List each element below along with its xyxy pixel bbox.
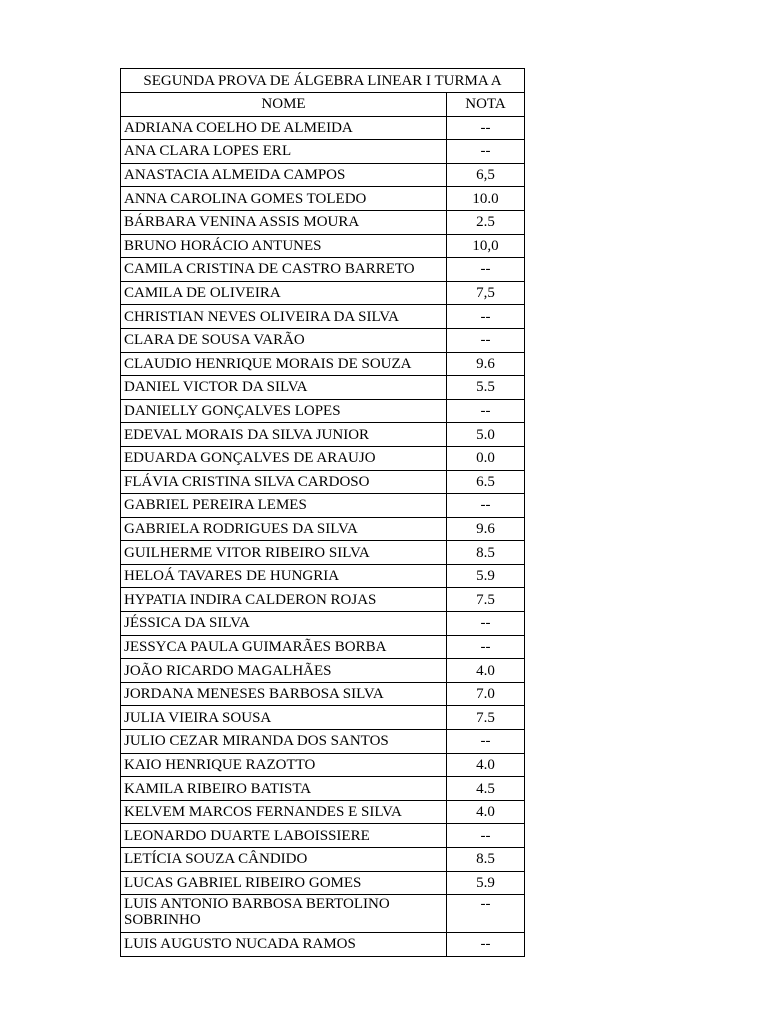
student-grade-cell: 10,0 [447, 234, 525, 258]
table-row [121, 612, 525, 636]
table-row [121, 187, 525, 211]
table-row [121, 541, 525, 565]
student-name-cell: HYPATIA INDIRA CALDERON ROJAS [121, 588, 447, 612]
table-row [121, 210, 525, 234]
student-name-cell: GABRIELA RODRIGUES DA SILVA [121, 517, 447, 541]
student-name-cell: GABRIEL PEREIRA LEMES [121, 494, 447, 518]
student-grade-cell: 5.0 [447, 423, 525, 447]
student-name-cell: LUCAS GABRIEL RIBEIRO GOMES [121, 871, 447, 895]
student-grade-cell: 6,5 [447, 163, 525, 187]
student-name-cell: DANIELLY GONÇALVES LOPES [121, 399, 447, 423]
student-name-cell: EDEVAL MORAIS DA SILVA JUNIOR [121, 423, 447, 447]
student-grade-cell: 4.0 [447, 659, 525, 683]
table-row [121, 800, 525, 824]
student-name-cell: JOÃO RICARDO MAGALHÃES [121, 659, 447, 683]
table-row [121, 423, 525, 447]
student-grade-cell: -- [447, 305, 525, 329]
student-grade-cell: -- [447, 328, 525, 352]
student-grade-cell: 8.5 [447, 541, 525, 565]
table-row [121, 848, 525, 872]
student-grade-cell: -- [447, 494, 525, 518]
student-name-cell: JORDANA MENESES BARBOSA SILVA [121, 682, 447, 706]
table-row [121, 933, 525, 957]
table-row [121, 234, 525, 258]
student-grade-cell: -- [447, 116, 525, 140]
student-name-cell: ADRIANA COELHO DE ALMEIDA [121, 116, 447, 140]
table-row [121, 258, 525, 282]
table-row [121, 635, 525, 659]
table-title-row [121, 69, 525, 93]
student-grade-cell: 10.0 [447, 187, 525, 211]
student-grade-cell: 5.9 [447, 564, 525, 588]
table-row [121, 140, 525, 164]
table-row [121, 895, 525, 933]
table-row [121, 824, 525, 848]
student-name-cell: KAIO HENRIQUE RAZOTTO [121, 753, 447, 777]
table-row [121, 517, 525, 541]
table-row [121, 777, 525, 801]
student-grade-cell: 7.0 [447, 682, 525, 706]
student-grade-cell: -- [447, 895, 525, 933]
student-grade-cell: -- [447, 730, 525, 754]
table-title: SEGUNDA PROVA DE ÁLGEBRA LINEAR I TURMA A [121, 69, 525, 93]
table-row [121, 753, 525, 777]
table-row [121, 564, 525, 588]
table-row [121, 376, 525, 400]
student-name-cell: JESSYCA PAULA GUIMARÃES BORBA [121, 635, 447, 659]
student-name-cell: JÉSSICA DA SILVA [121, 612, 447, 636]
student-grade-cell: 9.6 [447, 517, 525, 541]
student-grade-cell: -- [447, 399, 525, 423]
student-name-cell: ANA CLARA LOPES ERL [121, 140, 447, 164]
table-row [121, 281, 525, 305]
student-name-cell: JULIA VIEIRA SOUSA [121, 706, 447, 730]
student-grade-cell: 5.5 [447, 376, 525, 400]
student-name-cell: EDUARDA GONÇALVES DE ARAUJO [121, 446, 447, 470]
student-grade-cell: 7.5 [447, 706, 525, 730]
table-row [121, 328, 525, 352]
student-grade-cell: -- [447, 140, 525, 164]
table-row [121, 163, 525, 187]
student-name-cell: LEONARDO DUARTE LABOISSIERE [121, 824, 447, 848]
student-grade-cell: 4.5 [447, 777, 525, 801]
student-name-cell: LUIS ANTONIO BARBOSA BERTOLINO SOBRINHO [121, 895, 447, 933]
student-name-cell: CLAUDIO HENRIQUE MORAIS DE SOUZA [121, 352, 447, 376]
column-header-grade: NOTA [447, 93, 525, 117]
student-grade-cell: 7,5 [447, 281, 525, 305]
student-name-cell: ANNA CAROLINA GOMES TOLEDO [121, 187, 447, 211]
student-name-cell: JULIO CEZAR MIRANDA DOS SANTOS [121, 730, 447, 754]
student-name-cell: CAMILA CRISTINA DE CASTRO BARRETO [121, 258, 447, 282]
table-row [121, 588, 525, 612]
student-grade-cell: -- [447, 635, 525, 659]
student-grade-cell: -- [447, 933, 525, 957]
table-row [121, 470, 525, 494]
student-grade-cell: 5.9 [447, 871, 525, 895]
student-grade-cell: 9.6 [447, 352, 525, 376]
table-row [121, 659, 525, 683]
student-grade-cell: 8.5 [447, 848, 525, 872]
student-grade-cell: 4.0 [447, 753, 525, 777]
student-grade-cell: -- [447, 824, 525, 848]
table-header-row [121, 93, 525, 117]
student-grade-cell: 2.5 [447, 210, 525, 234]
student-name-cell: ANASTACIA ALMEIDA CAMPOS [121, 163, 447, 187]
grades-table-body [121, 69, 525, 957]
student-grade-cell: 6.5 [447, 470, 525, 494]
student-name-cell: BÁRBARA VENINA ASSIS MOURA [121, 210, 447, 234]
student-name-cell: CHRISTIAN NEVES OLIVEIRA DA SILVA [121, 305, 447, 329]
table-row [121, 352, 525, 376]
student-grade-cell: 7.5 [447, 588, 525, 612]
student-name-cell: KELVEM MARCOS FERNANDES E SILVA [121, 800, 447, 824]
student-name-cell: FLÁVIA CRISTINA SILVA CARDOSO [121, 470, 447, 494]
student-name-cell: DANIEL VICTOR DA SILVA [121, 376, 447, 400]
student-grade-cell: 0.0 [447, 446, 525, 470]
student-grade-cell: -- [447, 612, 525, 636]
student-name-cell: LUIS AUGUSTO NUCADA RAMOS [121, 933, 447, 957]
student-name-cell: CLARA DE SOUSA VARÃO [121, 328, 447, 352]
student-grade-cell: 4.0 [447, 800, 525, 824]
student-name-cell: CAMILA DE OLIVEIRA [121, 281, 447, 305]
table-row [121, 871, 525, 895]
column-header-name: NOME [121, 93, 447, 117]
table-row [121, 494, 525, 518]
table-row [121, 730, 525, 754]
table-row [121, 305, 525, 329]
grades-table [120, 68, 525, 957]
table-row [121, 706, 525, 730]
table-row [121, 399, 525, 423]
table-row [121, 682, 525, 706]
student-name-cell: HELOÁ TAVARES DE HUNGRIA [121, 564, 447, 588]
student-grade-cell: -- [447, 258, 525, 282]
student-name-cell: LETÍCIA SOUZA CÂNDIDO [121, 848, 447, 872]
student-name-cell: BRUNO HORÁCIO ANTUNES [121, 234, 447, 258]
student-name-cell: KAMILA RIBEIRO BATISTA [121, 777, 447, 801]
student-name-cell: GUILHERME VITOR RIBEIRO SILVA [121, 541, 447, 565]
table-row [121, 116, 525, 140]
table-row [121, 446, 525, 470]
